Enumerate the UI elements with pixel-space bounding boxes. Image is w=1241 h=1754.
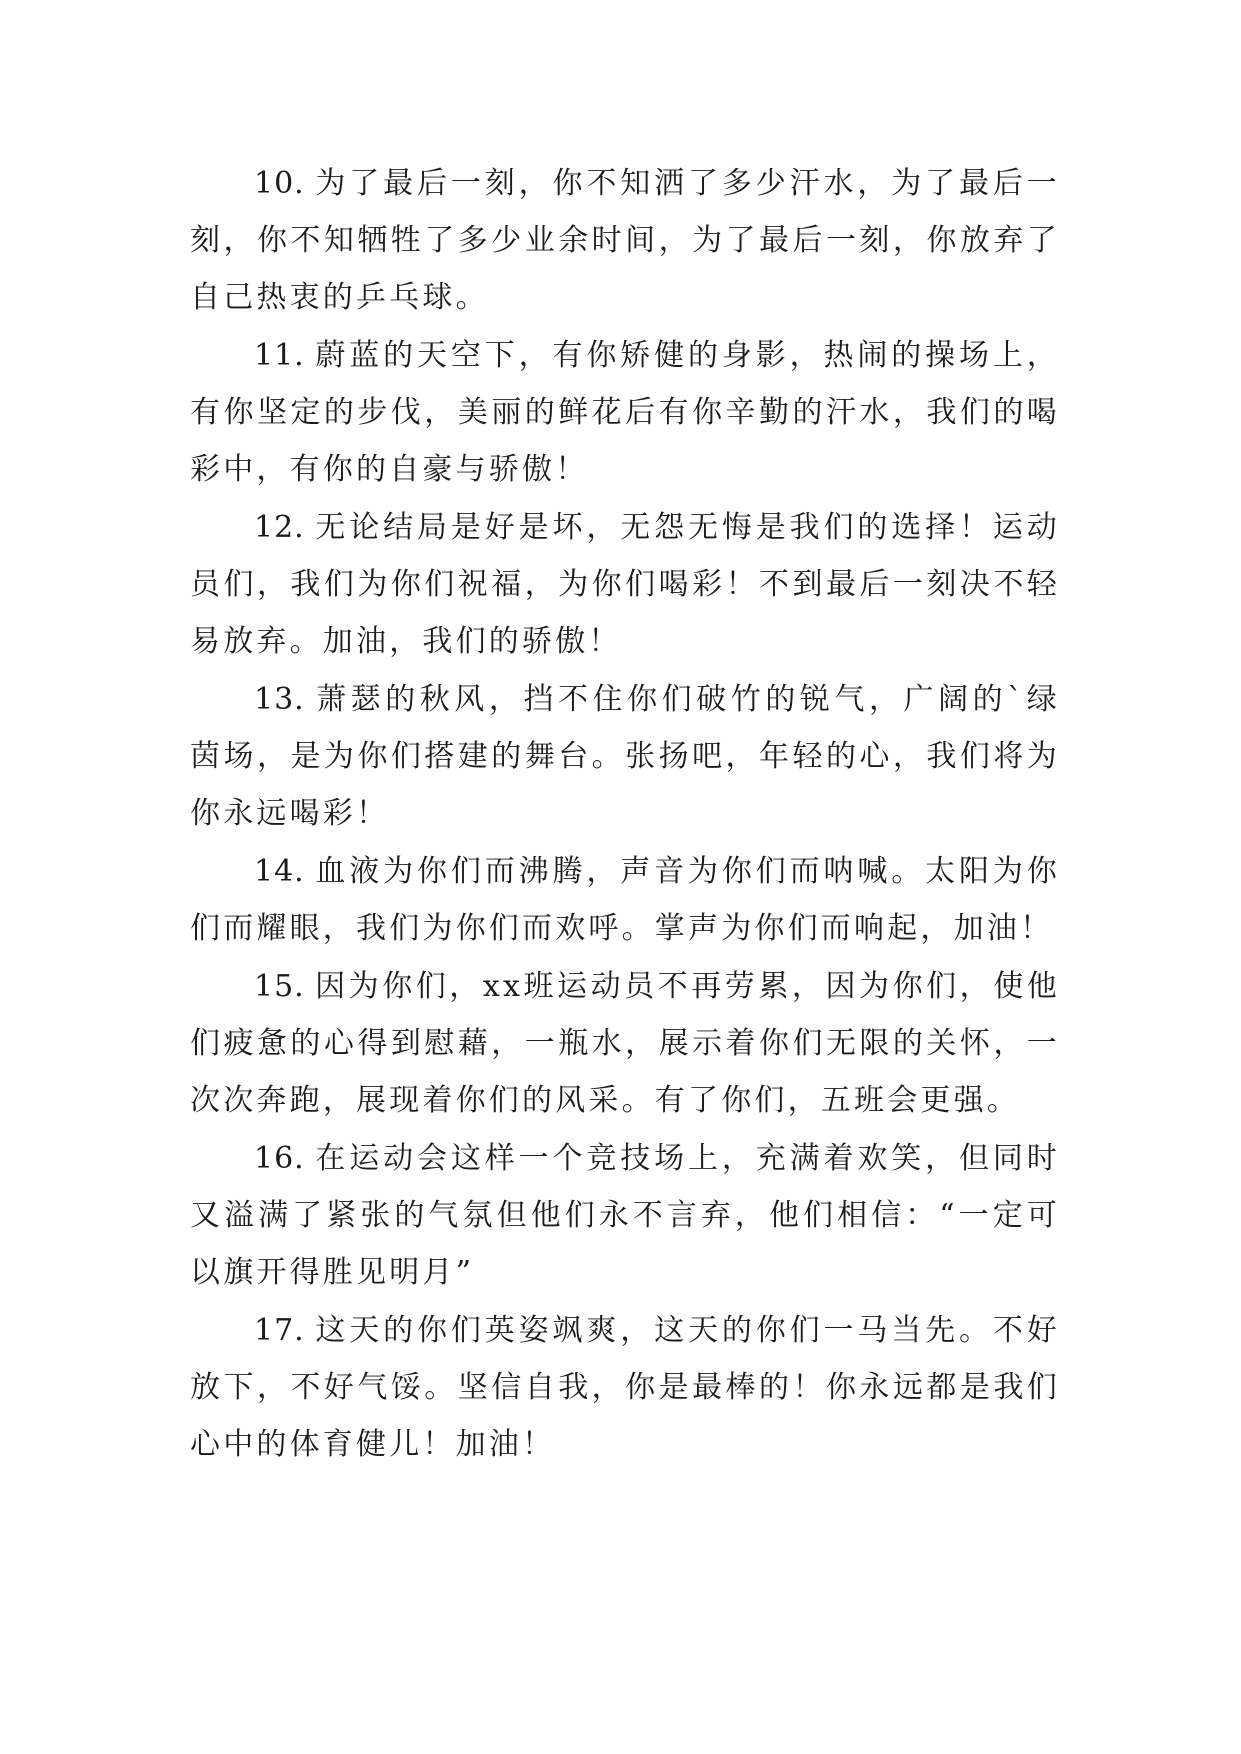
paragraph-number: 14. [254,854,305,889]
paragraph-text: 血液为你们而沸腾，声音为你们而呐喊。太阳为你们而耀眼，我们为你们而欢呼。掌声为你们而响起，加油！ [190,854,1060,946]
document-page [190,155,1060,1474]
paragraph-text: 为了最后一刻，你不知洒了多少汗水，为了最后一刻，你不知牺牲了多少业余时间，为了最后一刻，你放弃了自己热衷的乒乓球。 [190,166,1060,315]
paragraph-number: 10. [254,166,305,201]
paragraph-text: 因为你们，xx班运动员不再劳累，因为你们，使他们疲惫的心得到慰藉，一瓶水，展示着你们无限的关怀，一次次奔跑，展现着你们的风采。有了你们，五班会更强。 [190,969,1060,1118]
paragraph-10 [190,155,1060,326]
paragraph-number: 15. [254,969,305,1004]
paragraph-text: 蔚蓝的天空下，有你矫健的身影，热闹的操场上，有你坚定的步伐，美丽的鲜花后有你辛勤的汗水，我们的喝彩中，有你的自豪与骄傲！ [190,338,1060,487]
paragraph-text: 无论结局是好是坏，无怨无悔是我们的选择！运动员们，我们为你们祝福，为你们喝彩！不到最后一刻决不轻易放弃。加油，我们的骄傲！ [190,510,1060,659]
paragraph-text: 萧瑟的秋风，挡不住你们破竹的锐气，广阔的`绿茵场，是为你们搭建的舞台。张扬吧，年轻的心，我们将为你永远喝彩！ [190,682,1060,831]
paragraph-number: 13. [254,682,305,717]
paragraph-14 [190,843,1060,957]
paragraph-number: 17. [254,1313,305,1348]
paragraph-number: 12. [254,510,305,545]
paragraph-text: 这天的你们英姿飒爽，这天的你们一马当先。不好放下，不好气馁。坚信自我，你是最棒的！你永远都是我们心中的体育健儿！加油！ [190,1313,1060,1462]
paragraph-number: 16. [254,1141,305,1176]
paragraph-16 [190,1130,1060,1301]
paragraph-12 [190,499,1060,670]
paragraph-number: 11. [254,338,305,373]
paragraph-13 [190,671,1060,842]
paragraph-15 [190,958,1060,1129]
paragraph-text: 在运动会这样一个竞技场上，充满着欢笑，但同时又溢满了紧张的气氛但他们永不言弃，他们相信：“一定可以旗开得胜见明月” [190,1141,1060,1290]
paragraph-17 [190,1302,1060,1473]
paragraph-11 [190,327,1060,498]
